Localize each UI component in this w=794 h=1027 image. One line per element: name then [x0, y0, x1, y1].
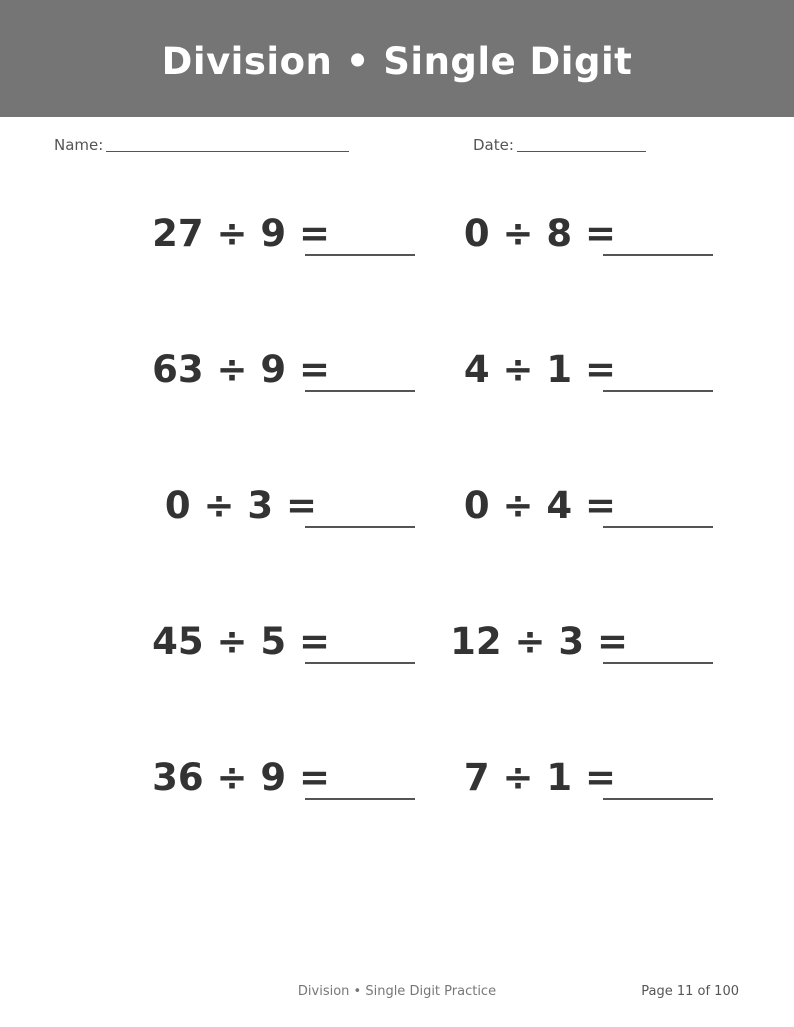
problem-expression: 0 ÷ 3 = [164, 484, 317, 527]
answer-blank[interactable] [305, 526, 415, 528]
answer-blank[interactable] [305, 798, 415, 800]
date-field[interactable] [517, 151, 646, 152]
name-field[interactable] [106, 151, 349, 152]
problem-expression: 0 ÷ 8 = [463, 212, 616, 255]
page-number: Page 11 of 100 [641, 984, 739, 999]
problem-expression: 45 ÷ 5 = [152, 620, 330, 663]
name-label: Name: [54, 136, 104, 154]
answer-blank[interactable] [305, 662, 415, 664]
answer-blank[interactable] [305, 390, 415, 392]
problem-expression: 4 ÷ 1 = [463, 348, 616, 391]
answer-blank[interactable] [603, 526, 713, 528]
page-title: Division • Single Digit [161, 40, 633, 83]
answer-blank[interactable] [305, 254, 415, 256]
answer-blank[interactable] [603, 662, 713, 664]
answer-blank[interactable] [603, 254, 713, 256]
answer-blank[interactable] [603, 798, 713, 800]
problem-expression: 12 ÷ 3 = [450, 620, 628, 663]
problem-expression: 36 ÷ 9 = [152, 756, 330, 799]
problem-expression: 63 ÷ 9 = [152, 348, 330, 391]
problem-expression: 7 ÷ 1 = [463, 756, 616, 799]
header-banner [0, 0, 794, 117]
problem-expression: 27 ÷ 9 = [152, 212, 330, 255]
answer-blank[interactable] [603, 390, 713, 392]
problem-expression: 0 ÷ 4 = [463, 484, 616, 527]
footer-title: Division • Single Digit Practice [297, 984, 497, 999]
date-label: Date: [473, 136, 514, 154]
